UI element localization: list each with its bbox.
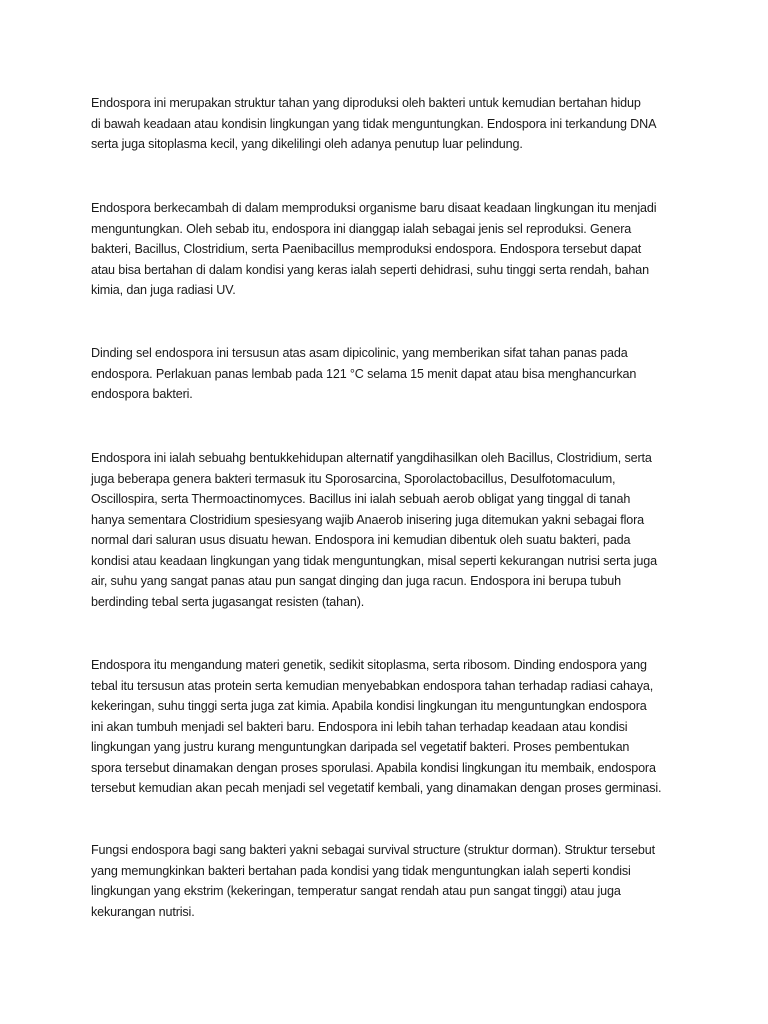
- paragraph-endospora-germination: [91, 198, 691, 301]
- text-line: lingkungan yang ekstrim (kekeringan, temperatur sangat rendah atau pun sangat tinggi) atau juga: [91, 884, 621, 898]
- paragraph-endospora-contents: [91, 655, 691, 799]
- text-line: lingkungan yang justru kurang menguntungkan daripada sel vegetatif bakteri. Proses pembentukan: [91, 740, 630, 754]
- text-line: menguntungkan. Oleh sebab itu, endospora ini dianggap ialah sebagai jenis sel reproduksi. Genera: [91, 221, 632, 236]
- text-line: endospora. Perlakuan panas lembab pada 121 °C selama 15 menit dapat atau bisa menghancurkan: [91, 366, 637, 381]
- text-line: tersebut kemudian akan pecah menjadi sel vegetatif kembali, yang dinamakan dengan proses germinasi.: [91, 781, 662, 795]
- text-line: kekurangan nutrisi.: [91, 904, 195, 919]
- text-line: ini akan tumbuh menjadi sel bakteri baru. Endospora ini lebih tahan terhadap keadaan atau kondisi: [91, 719, 628, 734]
- text-line: kondisi atau keadaan lingkungan yang tidak menguntungkan, misal seperti kekurangan nutrisi serta juga: [91, 553, 657, 568]
- text-line: hanya sementara Clostridium spesiesyang wajib Anaerob inisering juga ditemukan yakni sebagai flora: [91, 512, 645, 527]
- text-line: berdinding tebal serta jugasangat resisten (tahan).: [91, 594, 365, 609]
- text-line: spora tersebut dinamakan dengan proses sporulasi. Apabila kondisi lingkungan itu membaik, endospora: [91, 760, 656, 775]
- paragraph-endospora-definition: [91, 93, 691, 155]
- text-line: serta juga sitoplasma kecil, yang dikelilingi oleh adanya penutup luar pelindung.: [91, 137, 523, 151]
- text-line: tebal itu tersusun atas protein serta kemudian menyebabkan endospora tahan terhadap radiasi cahaya,: [91, 678, 654, 693]
- paragraph-endospora-cell-wall: [91, 343, 691, 405]
- text-line: Endospora ini ialah sebuahg bentukkehidupan alternatif yangdihasilkan oleh Bacillus, Clostridium, serta: [91, 451, 652, 465]
- paragraph-endospora-alternative-life-form: [91, 448, 691, 612]
- text-line: juga beberapa genera bakteri termasuk itu Sporosarcina, Sporolactobacillus, Desulfotomaculum,: [91, 471, 616, 486]
- text-line: Fungsi endospora bagi sang bakteri yakni sebagai survival structure (struktur dorman). Struktur tersebut: [91, 843, 655, 857]
- text-line: bakteri, Bacillus, Clostridium, serta Paenibacillus memproduksi endospora. Endospora tersebut dapat: [91, 242, 642, 256]
- text-line: endospora bakteri.: [91, 387, 193, 401]
- text-line: Endospora berkecambah di dalam memproduksi organisme baru disaat keadaan lingkungan itu menjadi: [91, 201, 657, 215]
- text-line: Dinding sel endospora ini tersusun atas asam dipicolinic, yang memberikan sifat tahan panas pada: [91, 346, 628, 360]
- text-line: Oscillospira, serta Thermoactinomyces. Bacillus ini ialah sebuah aerob obligat yang tinggal di tanah: [91, 492, 631, 506]
- text-line: kekeringan, suhu tinggi serta juga zat kimia. Apabila kondisi lingkungan itu menguntungkan endospora: [91, 699, 647, 713]
- text-line: yang memungkinkan bakteri bertahan pada kondisi yang tidak menguntungkan ialah seperti kondisi: [91, 863, 631, 878]
- text-line: Endospora itu mengandung materi genetik, sedikit sitoplasma, serta ribosom. Dinding endospora yang: [91, 658, 647, 672]
- text-line: atau bisa bertahan di dalam kondisi yang keras ialah seperti dehidrasi, suhu tinggi serta rendah, bahan: [91, 262, 649, 277]
- text-line: Endospora ini merupakan struktur tahan yang diproduksi oleh bakteri untuk kemudian bertahan hidup: [91, 96, 641, 110]
- text-line: air, suhu yang sangat panas atau pun sangat dinging dan juga racun. Endospora ini berupa tubuh: [91, 574, 621, 588]
- text-line: di bawah keadaan atau kondisin lingkungan yang tidak menguntungkan. Endospora ini terkandung DNA: [91, 116, 657, 131]
- paragraph-endospora-function: [91, 840, 691, 922]
- text-line: kimia, dan juga radiasi UV.: [91, 283, 236, 297]
- text-line: normal dari saluran usus disuatu hewan. Endospora ini kemudian dibentuk oleh suatu bakteri, pada: [91, 533, 631, 547]
